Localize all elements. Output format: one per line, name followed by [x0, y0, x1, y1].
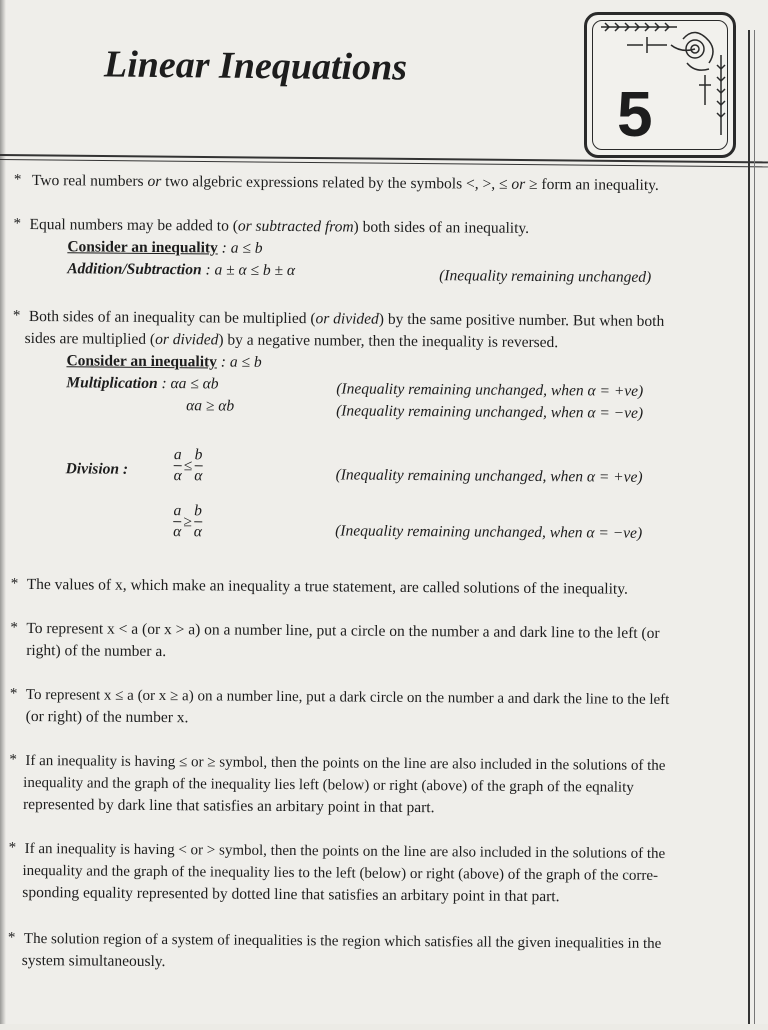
mult-label: Multiplication	[66, 374, 158, 393]
point-1	[32, 170, 659, 197]
div-note-2-text: (Inequality remaining unchanged, when α = −ve)	[335, 522, 643, 542]
p1-text-a: Two real numbers	[31, 172, 148, 190]
consider-expr: : a ≤ b	[220, 353, 262, 371]
bullet-star-icon: *	[13, 215, 22, 232]
p8-line-3: sponding equality represented by dotted line that satisfies an arbitary point in that part.	[22, 883, 560, 906]
p3-mult-line	[66, 372, 218, 395]
frac-den: α	[173, 523, 182, 541]
div-note-1-text: (Inequality remaining unchanged, when α = +ve)	[335, 466, 643, 486]
chapter-title: Linear Inequations	[103, 43, 408, 89]
bullet-star-icon: *	[13, 171, 22, 188]
relation-symbol: ≤	[183, 456, 193, 474]
mult-note-1-text: (Inequality remaining unchanged, when α = +ve)	[336, 380, 644, 400]
fraction-b-over-alpha	[194, 445, 202, 486]
p3-l1-a: Both sides of an inequality can be multiplied (	[28, 307, 316, 328]
p3-l2-b: ) by a negative number, then the inequality is reversed.	[218, 331, 559, 352]
p3-l1-b: ) by the same positive number. But when both	[378, 310, 665, 330]
relation-symbol: ≥	[183, 512, 192, 530]
p3-consider-line	[66, 350, 261, 374]
mult-note-2-text: (Inequality remaining unchanged, when α = −ve)	[336, 402, 644, 422]
mult-expr-2-text: αa ≥ αb	[186, 397, 235, 415]
frac-num: a	[173, 446, 182, 464]
frac-num: b	[194, 502, 202, 520]
addsub-label: Addition/Subtraction	[67, 260, 202, 279]
bullet-star-icon: *	[8, 839, 17, 856]
p3-l1-it: or divided	[315, 310, 379, 328]
div-label-text: Division :	[65, 460, 129, 478]
bullet-star-icon: *	[10, 619, 18, 636]
div-expr-1	[174, 445, 203, 486]
chapter-number: 5	[617, 78, 653, 150]
addsub-note	[439, 265, 651, 289]
p7-line-2: inequality and the graph of the inequality lies left (below) or right (above) of the graph of the eqnality	[23, 774, 634, 796]
p6-line-1: To represent x ≤ a (or x ≥ a) on a number line, put a dark circle on the number a and dark the line to the left	[25, 686, 670, 709]
fraction-a-over-alpha	[174, 445, 182, 486]
mult-note-1	[336, 378, 643, 402]
fraction-a-over-alpha	[173, 501, 181, 542]
div-label	[66, 458, 129, 480]
frac-num: b	[194, 446, 203, 464]
div-note-2	[335, 520, 642, 544]
addsub-note-text: (Inequality remaining unchanged)	[439, 267, 652, 286]
p2-addsub-line	[67, 258, 295, 282]
point-4: The values of x, which make an inequality a true statement, are called solutions of the inequality.	[26, 575, 628, 598]
consider-label: Consider an inequality	[66, 352, 218, 371]
bullet-star-icon: *	[9, 685, 18, 702]
p8-line-2: inequality and the graph of the inequality lies to the left (below) or right (above) of the graph of the corre-	[22, 862, 659, 884]
frac-den: α	[193, 523, 203, 541]
consider-expr: : a ≤ b	[221, 239, 263, 257]
p1-text-b: two algebric expressions related by the symbols <, >, ≤	[161, 173, 512, 193]
bullet-star-icon: *	[10, 575, 19, 592]
p9-line-1: The solution region of a system of inequalities is the region which satisfies all the given inequalities in the	[23, 930, 662, 952]
frac-num: a	[173, 502, 182, 520]
mult-note-2	[336, 400, 643, 424]
div-note-1	[336, 464, 643, 488]
frac-den: α	[194, 467, 203, 485]
p1-or: or	[147, 172, 162, 191]
frac-den: α	[173, 467, 182, 485]
p7-line-1: If an inequality is having ≤ or ≥ symbol, then the points on the line are also included in the solutions of the	[25, 752, 666, 775]
p1-text-c: ≥ form an inequality.	[525, 175, 659, 194]
div-expr-2	[173, 501, 202, 542]
p3-l2-a: sides are multiplied (	[24, 329, 156, 348]
p6-line-2: (or right) of the number x.	[25, 707, 189, 727]
addsub-expr: : a ± α ≤ b ± α	[205, 261, 296, 280]
bullet-star-icon: *	[12, 307, 21, 324]
p5-line-1: To represent x < a (or x > a) on a number line, put a circle on the number a and dark line to the left (or	[26, 619, 660, 642]
p2-text-b: ) both sides of an inequality.	[353, 218, 530, 237]
p2-italic: or subtracted from	[237, 217, 354, 236]
bullet-star-icon: *	[7, 929, 16, 946]
p2-text-a: Equal numbers may be added to (	[29, 215, 238, 235]
p3-l2-it: or divided	[155, 330, 219, 349]
mult-expr-1: : αa ≤ αb	[161, 375, 219, 393]
consider-label: Consider an inequality	[67, 238, 218, 257]
p1-or-2: or	[511, 175, 526, 193]
p2-consider-line	[67, 236, 262, 260]
p9-line-2: system simultaneously.	[21, 951, 166, 971]
p8-line-1: If an inequality is having < or > symbol, then the points on the line are also included in the solutions of the	[24, 840, 666, 863]
mult-expr-2	[186, 395, 234, 417]
fraction-b-over-alpha	[194, 501, 202, 542]
p5-line-2: right) of the number a.	[26, 641, 167, 661]
p7-line-3: represented by dark line that satisfies an arbitary point in that part.	[22, 795, 435, 817]
bullet-star-icon: *	[9, 751, 17, 768]
